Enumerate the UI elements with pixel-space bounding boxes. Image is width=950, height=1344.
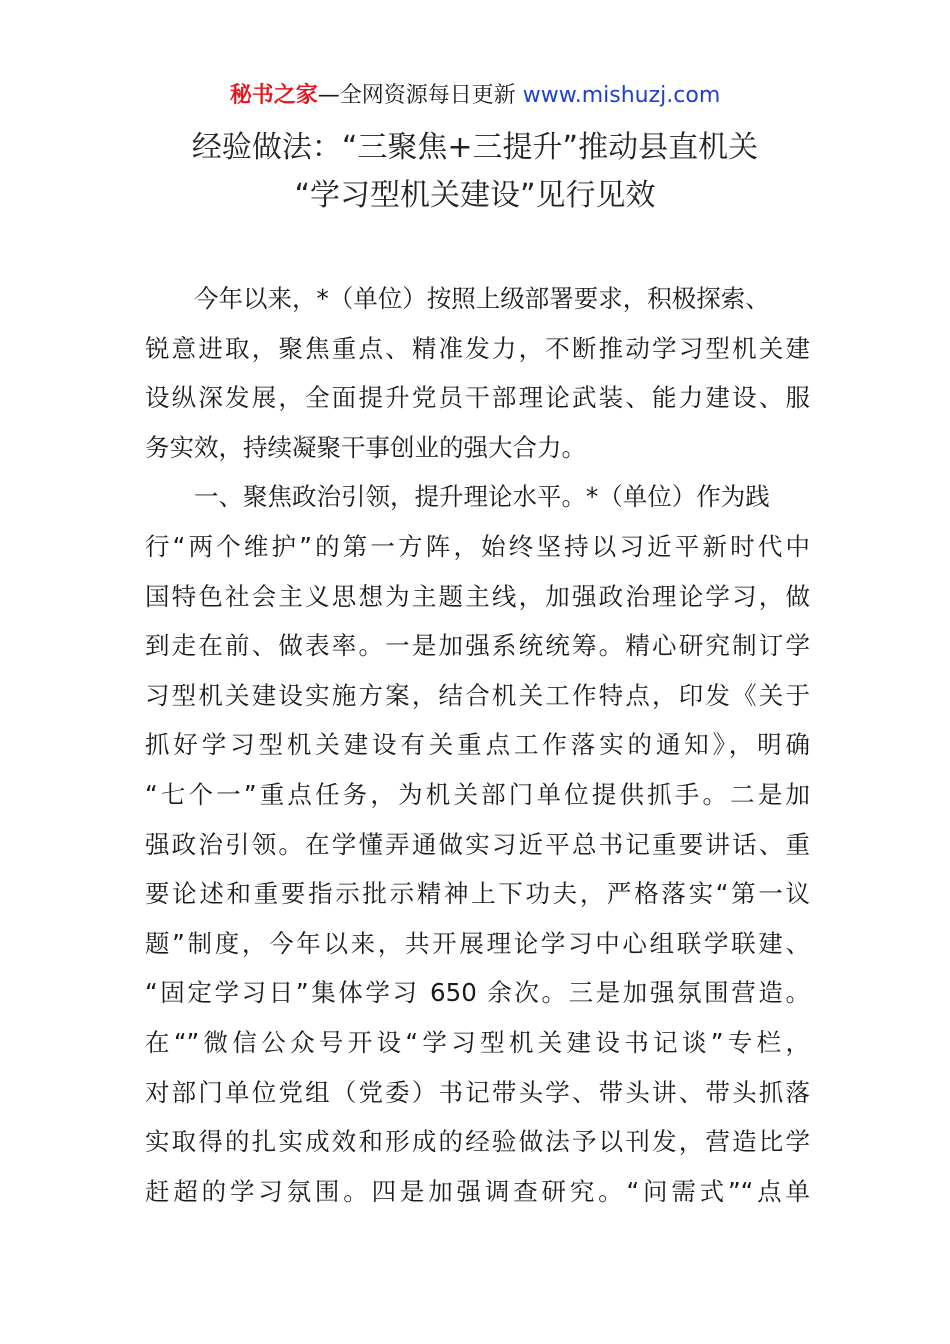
site-url-link[interactable]: www.mishuzj.com	[522, 83, 721, 108]
title-line-1: 经验做法：“三聚焦+三提升”推动县直机关	[191, 130, 759, 165]
site-header	[0, 80, 950, 112]
title-line-2: “学习型机关建设”见行见效	[294, 178, 656, 213]
body-line: “固定学习日”集体学习 650 余次。三是加强氛围营造。	[145, 978, 810, 1008]
body-line: 在“”微信公众号开设“学习型机关建设书记谈”专栏，	[145, 1027, 810, 1057]
brand-name: 秘书之家	[229, 83, 318, 108]
body-line: 题”制度，今年以来，共开展理论学习中心组联学联建、	[145, 928, 810, 958]
body-line: 赶超的学习氛围。四是加强调查研究。“问需式”“点单	[145, 1176, 810, 1206]
document-title	[0, 124, 950, 220]
body-line: 习型机关建设实施方案，结合机关工作特点，印发《关于	[145, 680, 810, 710]
body-line: 锐意进取，聚焦重点、精准发力，不断推动学习型机关建	[145, 333, 810, 363]
body-line: 实取得的扎实成效和形成的经验做法予以刊发，营造比学	[145, 1127, 810, 1157]
document-body	[145, 274, 810, 1216]
body-line: 强政治引领。在学懂弄通做实习近平总书记重要讲话、重	[145, 829, 810, 859]
body-line: 对部门单位党组（党委）书记带头学、带头讲、带头抓落	[145, 1077, 810, 1107]
body-line: 抓好学习型机关建设有关重点工作落实的通知》，明确	[145, 730, 810, 760]
body-line: 一、聚焦政治引领，提升理论水平。*（单位）作为践	[194, 482, 770, 512]
body-line: 今年以来，*（单位）按照上级部署要求，积极探索、	[194, 284, 770, 313]
body-line: 国特色社会主义思想为主题主线，加强政治理论学习，做	[145, 581, 810, 611]
body-line: 设纵深发展，全面提升党员干部理论武装、能力建设、服	[145, 383, 810, 413]
body-line: “七个一”重点任务，为机关部门单位提供抓手。二是加	[145, 779, 810, 809]
body-line: 行“两个维护”的第一方阵，始终坚持以习近平新时代中	[145, 531, 810, 561]
header-tagline: —全网资源每日更新	[317, 83, 516, 108]
body-line: 要论述和重要指示批示精神上下功夫，严格落实“第一议	[145, 879, 810, 909]
body-line: 务实效，持续凝聚干事创业的强大合力。	[145, 432, 586, 462]
body-line: 到走在前、做表率。一是加强系统统筹。精心研究制订学	[145, 631, 810, 661]
